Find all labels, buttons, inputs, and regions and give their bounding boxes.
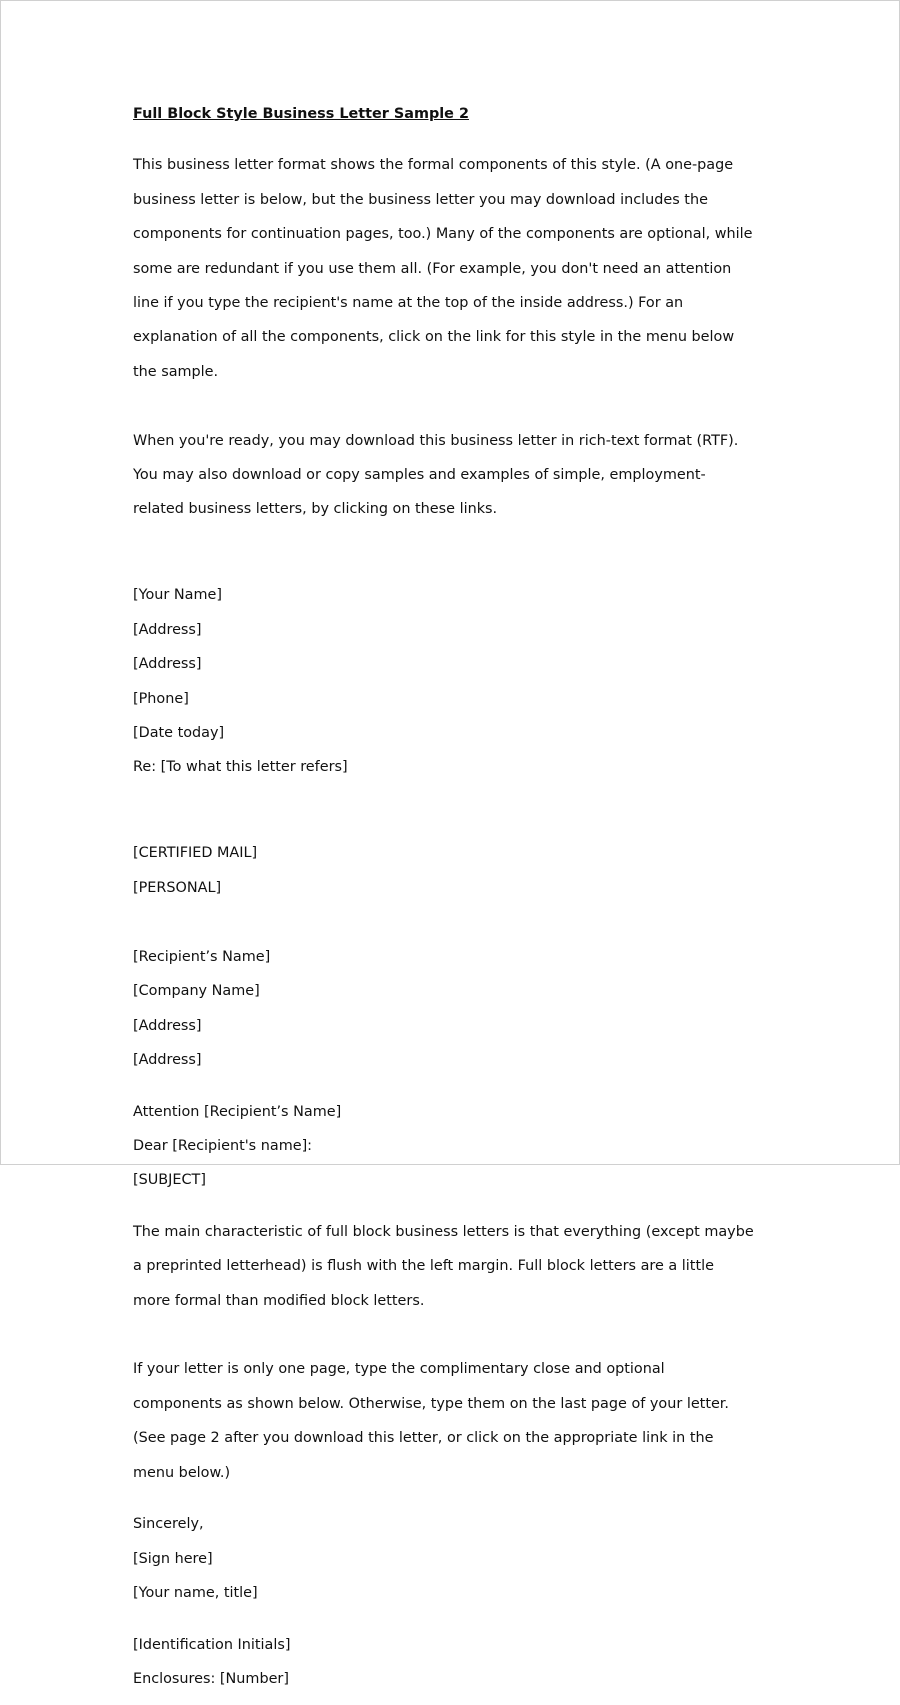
- body-line: If your letter is only one page, type the complimentary close and optional: [133, 1361, 665, 1378]
- body-line: components as shown below. Otherwise, type them on the last page of your letter.: [133, 1395, 729, 1412]
- notations-block: [133, 828, 783, 914]
- reference-line: Re: [To what this letter refers]: [133, 759, 348, 776]
- body-line: a preprinted letterhead) is flush with the left margin. Full block letters are a little: [133, 1258, 714, 1275]
- download-line: You may also download or copy samples and examples of simple, employment-: [133, 467, 706, 484]
- body-line: menu below.): [133, 1464, 231, 1481]
- recipient-company: [Company Name]: [133, 983, 260, 1000]
- recipient-name: [Recipient’s Name]: [133, 948, 271, 965]
- intro-line: explanation of all the components, click on the link for this style in the menu below: [133, 329, 735, 346]
- sender-address: [Address]: [133, 656, 202, 673]
- footer-block: [133, 1619, 783, 1705]
- intro-line: This business letter format shows the formal components of this style. (A one-page: [133, 157, 734, 174]
- sender-name: [Your Name]: [133, 587, 222, 604]
- recipient-address: [Address]: [133, 1051, 202, 1068]
- download-line: related business letters, by clicking on these links.: [133, 501, 498, 518]
- download-paragraph: [133, 415, 783, 535]
- sender-date: [Date today]: [133, 725, 225, 742]
- intro-line: business letter is below, but the business letter you may download includes the: [133, 191, 708, 208]
- intro-line: the sample.: [133, 363, 219, 380]
- intro-line: components for continuation pages, too.) Many of the components are optional, while: [133, 226, 753, 243]
- complimentary-close: Sincerely,: [133, 1516, 204, 1533]
- download-line: When you're ready, you may download this business letter in rich-text format (RTF).: [133, 432, 739, 449]
- body-paragraph-2: [133, 1344, 783, 1499]
- salutation: Dear [Recipient's name]:: [133, 1137, 313, 1154]
- recipient-block: [133, 931, 783, 1086]
- letter-content: [133, 106, 783, 1705]
- body-line: (See page 2 after you download this letter, or click on the appropriate link in the: [133, 1430, 714, 1447]
- intro-line: some are redundant if you use them all. (For example, you don't need an attention: [133, 260, 732, 277]
- letter-title: Full Block Style Business Letter Sample 2: [133, 106, 469, 122]
- subject-line: [SUBJECT]: [133, 1172, 206, 1189]
- notation-personal: [PERSONAL]: [133, 879, 222, 896]
- intro-paragraph: [133, 140, 783, 398]
- sender-block: [133, 570, 783, 794]
- signer-name-title: [Your name, title]: [133, 1585, 258, 1602]
- recipient-address: [Address]: [133, 1017, 202, 1034]
- sender-address: [Address]: [133, 621, 202, 638]
- signature-placeholder: [Sign here]: [133, 1550, 213, 1567]
- body-paragraph-1: [133, 1207, 783, 1327]
- body-line: more formal than modified block letters.: [133, 1292, 425, 1309]
- intro-line: line if you type the recipient's name at the top of the inside address.) For an: [133, 295, 684, 312]
- notation-certified: [CERTIFIED MAIL]: [133, 845, 258, 862]
- sender-phone: [Phone]: [133, 690, 189, 707]
- enclosures-line: Enclosures: [Number]: [133, 1671, 289, 1688]
- attention-line: Attention [Recipient’s Name]: [133, 1103, 342, 1120]
- body-line: The main characteristic of full block business letters is that everything (except maybe: [133, 1223, 754, 1240]
- identification-initials: [Identification Initials]: [133, 1636, 291, 1653]
